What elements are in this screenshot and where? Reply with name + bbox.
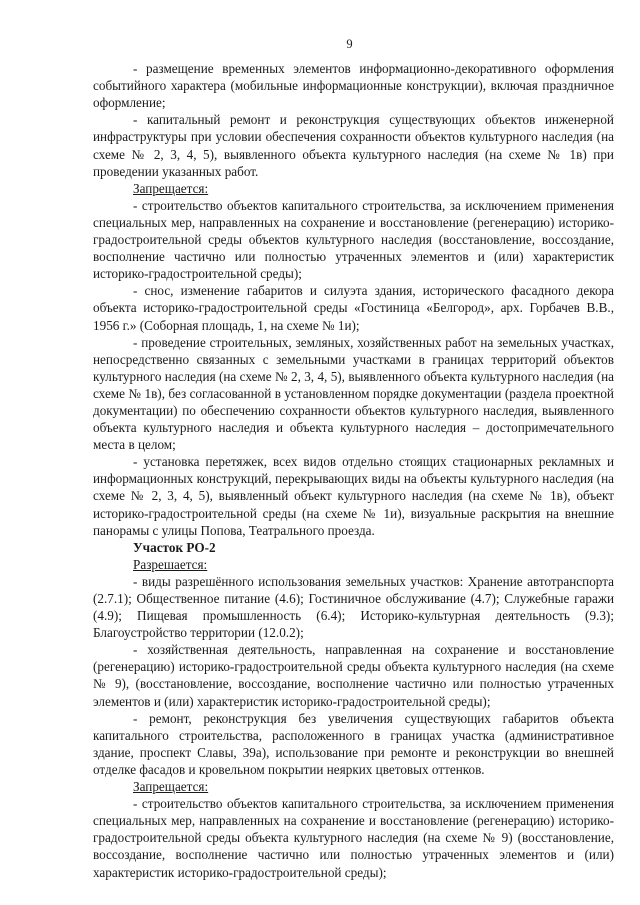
paragraph-temporary-elements: - размещение временных элементов информационно-декоративного оформления событийного характера (мобильные информационные конструкции), включая праздничное оформление; (93, 61, 614, 111)
paragraph-land-use-types: - виды разрешённого использования земельных участков: Хранение автотранспорта (2.7.1); Общественное питание (4.6); Гостиничное обслуживание (4.7); Служебные гаражи (4.9); Пищевая промышленность (6.4); Историко-культурная деятельность (9.3); Благоустройство территории (12.0.2); (93, 573, 614, 641)
subheading-prohibited (93, 180, 614, 197)
subheading-allowed-label: Разрешается: (133, 556, 208, 572)
subheading-prohibited-label: Запрещается: (133, 180, 209, 196)
subheading-allowed (93, 556, 614, 573)
paragraph-economic-activity: - хозяйственная деятельность, направленная на сохранение и восстановление (регенерацию) историко-градостроительной среды объекта культурного наследия (на схеме № 9), (восстановление, воссоздание, восполнение частично или полностью утраченных элементов и (или) характеристик историко-градостроительной среды); (93, 642, 614, 709)
subheading-prohibited-2-label: Запрещается: (133, 779, 209, 795)
paragraph-demolition-ban: - снос, изменение габаритов и силуэта здания, исторического фасадного декора объекта историко-градостроительной среды «Гостиница «Белгород», арх. Горбачев В.В., 1956 г.» (Соборная площадь, 1, на схеме № 1и); (93, 283, 614, 333)
page-number: 9 (346, 37, 353, 51)
section-heading-ro2: Участок РО-2 (133, 539, 216, 555)
paragraph-engineering-repair: - капитальный ремонт и реконструкция существующих объектов инженерной инфраструктуры при условии обеспечения сохранности объектов культурного наследия (на схеме № 2, 3, 4, 5), выявленного объекта культурного наследия (на схеме № 1в) при проведении указанных работ. (93, 112, 614, 179)
paragraph-earthworks-ban: - проведение строительных, земляных, хозяйственных работ на земельных участках, непосредственно связанных с земельными участками в границах территорий объектов культурного наследия (на схеме № 2, 3, 4, 5), выявленного объекта культурного наследия (на схеме № 1в), без согласованной в установленном порядке документации (раздела проектной документации) по обеспечению сохранности объектов культурного наследия, выявленного объекта культурного наследия и объекта культурного наследия – достопримечательного места в целом; (93, 334, 614, 453)
paragraph-construction-ban: - строительство объектов капитального строительства, за исключением применения специальных мер, направленных на сохранение и восстановление (регенерацию) историко-градостроительной среды объектов культурного наследия (восстановление, воссоздание, восполнение частично или полностью утраченных элементов и (или) характеристик историко-градостроительной среды); (93, 197, 614, 282)
subheading-prohibited-2 (93, 778, 614, 795)
paragraph-repair-reconstruction: - ремонт, реконструкция без увеличения существующих габаритов объекта капитального строительства, расположенного в границах участка (административное здание, проспект Славы, 39а), использование при ремонте и реконструкции во внешней отделке фасадов и кровельном покрытии неярких цветовых оттенков. (93, 710, 614, 777)
paragraph-construction-ban-2: - строительство объектов капитального строительства, за исключением применения специальных мер, направленных на сохранение и восстановление (регенерацию) историко-градостроительной среды объекта культурного наследия (на схеме № 9) (восстановление, воссоздание, восполнение частично или полностью утраченных элементов и (или) характеристик историко-градостроительной среды); (93, 796, 614, 880)
paragraph-advertising-ban: - установка перетяжек, всех видов отдельно стоящих стационарных рекламных и информационных конструкций, перекрывающих виды на объекты культурного наследия (на схеме № 2, 3, 4, 5), выявленный объект культурного наследия (на схеме № 1в), объект историко-градостроительной среды (на схеме № 1и), визуальные раскрытия на внешние панорамы с улицы Попова, Театрального проезда. (93, 454, 614, 538)
